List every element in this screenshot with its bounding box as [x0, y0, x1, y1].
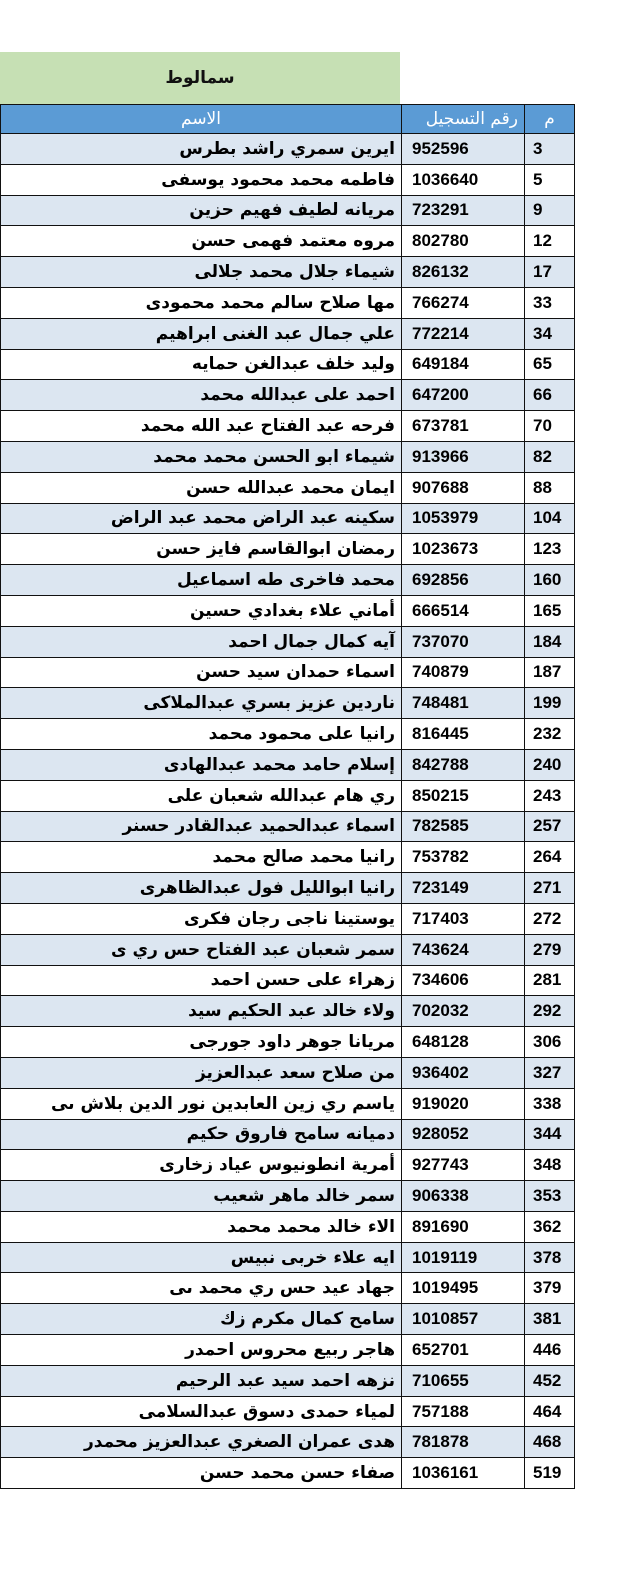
- row-number-cell: 9: [525, 195, 575, 226]
- name-cell: رمضان ابوالقاسم فايز حسن: [1, 534, 402, 565]
- registration-cell: 666514: [402, 595, 525, 626]
- registration-cell: 913966: [402, 441, 525, 472]
- name-cell: رانيا على محمود محمد: [1, 719, 402, 750]
- table-row: [1, 1304, 575, 1335]
- name-cell: ناردين عزيز بسري عبدالملاكى: [1, 688, 402, 719]
- name-cell: سمر شعبان عبد الفتاح حس ري ى: [1, 934, 402, 965]
- name-cell: احمد على عبدالله محمد: [1, 380, 402, 411]
- registration-cell: 891690: [402, 1211, 525, 1242]
- table-row: [1, 1181, 575, 1212]
- table-row: [1, 164, 575, 195]
- name-cell: مريانه لطيف فهيم حزين: [1, 195, 402, 226]
- row-number-cell: 88: [525, 472, 575, 503]
- table-row: [1, 749, 575, 780]
- table-row: [1, 287, 575, 318]
- registration-cell: 766274: [402, 287, 525, 318]
- row-number-cell: 327: [525, 1057, 575, 1088]
- table-row: [1, 965, 575, 996]
- table-row: [1, 688, 575, 719]
- table-row: [1, 472, 575, 503]
- table-row: [1, 780, 575, 811]
- row-number-cell: 184: [525, 626, 575, 657]
- row-number-cell: 264: [525, 842, 575, 873]
- row-number-cell: 338: [525, 1088, 575, 1119]
- name-cell: اسماء حمدان سيد حسن: [1, 657, 402, 688]
- table-row: [1, 257, 575, 288]
- roster-body: [1, 134, 575, 1489]
- row-number-cell: 33: [525, 287, 575, 318]
- row-number-cell: 199: [525, 688, 575, 719]
- table-row: [1, 349, 575, 380]
- name-cell: اسماء عبدالحميد عبدالقادر حسنر: [1, 811, 402, 842]
- registration-cell: 842788: [402, 749, 525, 780]
- name-cell: إسلام حامد محمد عبدالهادى: [1, 749, 402, 780]
- row-number-cell: 306: [525, 1027, 575, 1058]
- name-cell: سكينه عبد الراض محمد عبد الراض: [1, 503, 402, 534]
- table-row: [1, 1057, 575, 1088]
- row-number-cell: 187: [525, 657, 575, 688]
- row-number-cell: 3: [525, 134, 575, 165]
- table-row: [1, 1242, 575, 1273]
- row-number-cell: 12: [525, 226, 575, 257]
- table-row: [1, 134, 575, 165]
- region-title: سمالوط: [0, 52, 400, 105]
- name-cell: آيه كمال جمال احمد: [1, 626, 402, 657]
- name-cell: رانيا محمد صالح محمد: [1, 842, 402, 873]
- row-number-cell: 257: [525, 811, 575, 842]
- column-header-name: الاسم: [1, 105, 402, 134]
- name-cell: رانيا ابوالليل فول عبدالظاهرى: [1, 873, 402, 904]
- table-row: [1, 1427, 575, 1458]
- name-cell: ولاء خالد عبد الحكيم سيد: [1, 996, 402, 1027]
- name-cell: ايمان محمد عبدالله حسن: [1, 472, 402, 503]
- name-cell: علي جمال عبد الغنى ابراهيم: [1, 318, 402, 349]
- registration-cell: 1019119: [402, 1242, 525, 1273]
- registration-cell: 781878: [402, 1427, 525, 1458]
- name-cell: من صلاح سعد عبدالعزيز: [1, 1057, 402, 1088]
- row-number-cell: 468: [525, 1427, 575, 1458]
- name-cell: سامح كمال مكرم زك: [1, 1304, 402, 1335]
- registration-cell: 737070: [402, 626, 525, 657]
- name-cell: هاجر ربيع محروس احمدر: [1, 1335, 402, 1366]
- name-cell: شيماء ابو الحسن محمد محمد: [1, 441, 402, 472]
- name-cell: فرحه عبد الفتاح عبد الله محمد: [1, 411, 402, 442]
- table-row: [1, 719, 575, 750]
- row-number-cell: 123: [525, 534, 575, 565]
- row-number-cell: 292: [525, 996, 575, 1027]
- row-number-cell: 362: [525, 1211, 575, 1242]
- row-number-cell: 452: [525, 1365, 575, 1396]
- registration-cell: 734606: [402, 965, 525, 996]
- registration-cell: 649184: [402, 349, 525, 380]
- name-cell: شيماء جلال محمد جلالى: [1, 257, 402, 288]
- table-row: [1, 1335, 575, 1366]
- name-cell: ايرين سمري راشد بطرس: [1, 134, 402, 165]
- name-cell: الاء خالد محمد محمد: [1, 1211, 402, 1242]
- row-number-cell: 279: [525, 934, 575, 965]
- table-row: [1, 1119, 575, 1150]
- table-row: [1, 1365, 575, 1396]
- name-cell: صفاء حسن محمد حسن: [1, 1458, 402, 1489]
- column-header-registration: رقم التسجيل: [402, 105, 525, 134]
- name-cell: أماني علاء بغدادي حسين: [1, 595, 402, 626]
- column-header-m: م: [525, 105, 575, 134]
- table-row: [1, 1150, 575, 1181]
- table-row: [1, 842, 575, 873]
- registration-cell: 748481: [402, 688, 525, 719]
- registration-cell: 802780: [402, 226, 525, 257]
- registration-cell: 1010857: [402, 1304, 525, 1335]
- registration-cell: 1019495: [402, 1273, 525, 1304]
- row-number-cell: 281: [525, 965, 575, 996]
- name-cell: محمد فاخرى طه اسماعيل: [1, 565, 402, 596]
- registration-cell: 717403: [402, 903, 525, 934]
- table-row: [1, 811, 575, 842]
- registration-cell: 723291: [402, 195, 525, 226]
- name-cell: مروه معتمد فهمى حسن: [1, 226, 402, 257]
- registration-cell: 753782: [402, 842, 525, 873]
- row-number-cell: 5: [525, 164, 575, 195]
- registration-cell: 782585: [402, 811, 525, 842]
- name-cell: مريانا جوهر داود جورجى: [1, 1027, 402, 1058]
- row-number-cell: 104: [525, 503, 575, 534]
- name-cell: وليد خلف عبدالغن حمايه: [1, 349, 402, 380]
- registration-cell: 906338: [402, 1181, 525, 1212]
- registration-cell: 928052: [402, 1119, 525, 1150]
- table-row: [1, 1211, 575, 1242]
- table-row: [1, 534, 575, 565]
- registration-cell: 1023673: [402, 534, 525, 565]
- row-number-cell: 353: [525, 1181, 575, 1212]
- table-row: [1, 411, 575, 442]
- table-row: [1, 1088, 575, 1119]
- name-cell: نزهه احمد سيد عبد الرحيم: [1, 1365, 402, 1396]
- registration-cell: 710655: [402, 1365, 525, 1396]
- registration-cell: 927743: [402, 1150, 525, 1181]
- row-number-cell: 240: [525, 749, 575, 780]
- registration-cell: 692856: [402, 565, 525, 596]
- registration-cell: 702032: [402, 996, 525, 1027]
- row-number-cell: 34: [525, 318, 575, 349]
- table-row: [1, 1458, 575, 1489]
- name-cell: لمياء حمدى دسوق عبدالسلامى: [1, 1396, 402, 1427]
- name-cell: فاطمه محمد محمود يوسفى: [1, 164, 402, 195]
- row-number-cell: 160: [525, 565, 575, 596]
- registration-cell: 757188: [402, 1396, 525, 1427]
- name-cell: ايه علاء خربى نبيس: [1, 1242, 402, 1273]
- row-number-cell: 65: [525, 349, 575, 380]
- row-number-cell: 243: [525, 780, 575, 811]
- row-number-cell: 66: [525, 380, 575, 411]
- row-number-cell: 348: [525, 1150, 575, 1181]
- name-cell: ياسم ري زين العابدين نور الدين بلاش ىى: [1, 1088, 402, 1119]
- registration-cell: 936402: [402, 1057, 525, 1088]
- registration-cell: 1036161: [402, 1458, 525, 1489]
- row-number-cell: 446: [525, 1335, 575, 1366]
- row-number-cell: 344: [525, 1119, 575, 1150]
- table-row: [1, 903, 575, 934]
- row-number-cell: 165: [525, 595, 575, 626]
- table-row: [1, 873, 575, 904]
- row-number-cell: 70: [525, 411, 575, 442]
- registration-cell: 826132: [402, 257, 525, 288]
- registration-cell: 816445: [402, 719, 525, 750]
- roster-table: [0, 104, 575, 1489]
- registration-cell: 647200: [402, 380, 525, 411]
- name-cell: دميانه سامح فاروق حكيم: [1, 1119, 402, 1150]
- row-number-cell: 378: [525, 1242, 575, 1273]
- row-number-cell: 271: [525, 873, 575, 904]
- registration-cell: 1036640: [402, 164, 525, 195]
- row-number-cell: 464: [525, 1396, 575, 1427]
- table-row: [1, 503, 575, 534]
- registration-cell: 743624: [402, 934, 525, 965]
- registration-cell: 652701: [402, 1335, 525, 1366]
- name-cell: أمرية انطونيوس عياد زخارى: [1, 1150, 402, 1181]
- table-row: [1, 226, 575, 257]
- registration-cell: 952596: [402, 134, 525, 165]
- table-row: [1, 380, 575, 411]
- row-number-cell: 519: [525, 1458, 575, 1489]
- table-row: [1, 195, 575, 226]
- name-cell: سمر خالد ماهر شعيب: [1, 1181, 402, 1212]
- header-row: [1, 105, 575, 134]
- registration-cell: 673781: [402, 411, 525, 442]
- row-number-cell: 379: [525, 1273, 575, 1304]
- table-row: [1, 934, 575, 965]
- name-cell: زهراء على حسن احمد: [1, 965, 402, 996]
- table-row: [1, 441, 575, 472]
- table-row: [1, 626, 575, 657]
- table-row: [1, 657, 575, 688]
- table-row: [1, 565, 575, 596]
- name-cell: يوستينا ناجى رجان فكرى: [1, 903, 402, 934]
- name-cell: ري هام عبدالله شعبان على: [1, 780, 402, 811]
- table-row: [1, 595, 575, 626]
- registration-cell: 907688: [402, 472, 525, 503]
- table-row: [1, 1396, 575, 1427]
- registration-cell: 850215: [402, 780, 525, 811]
- name-cell: مها صلاح سالم محمد محمودى: [1, 287, 402, 318]
- name-cell: هدى عمران الصغري عبدالعزيز محمدر: [1, 1427, 402, 1458]
- name-cell: جهاد عيد حس ري محمد ىى: [1, 1273, 402, 1304]
- registration-cell: 919020: [402, 1088, 525, 1119]
- registration-cell: 1053979: [402, 503, 525, 534]
- registration-cell: 648128: [402, 1027, 525, 1058]
- row-number-cell: 17: [525, 257, 575, 288]
- table-row: [1, 1273, 575, 1304]
- registration-cell: 740879: [402, 657, 525, 688]
- registration-cell: 723149: [402, 873, 525, 904]
- row-number-cell: 381: [525, 1304, 575, 1335]
- registration-cell: 772214: [402, 318, 525, 349]
- table-row: [1, 318, 575, 349]
- row-number-cell: 232: [525, 719, 575, 750]
- row-number-cell: 272: [525, 903, 575, 934]
- row-number-cell: 82: [525, 441, 575, 472]
- table-row: [1, 996, 575, 1027]
- table-row: [1, 1027, 575, 1058]
